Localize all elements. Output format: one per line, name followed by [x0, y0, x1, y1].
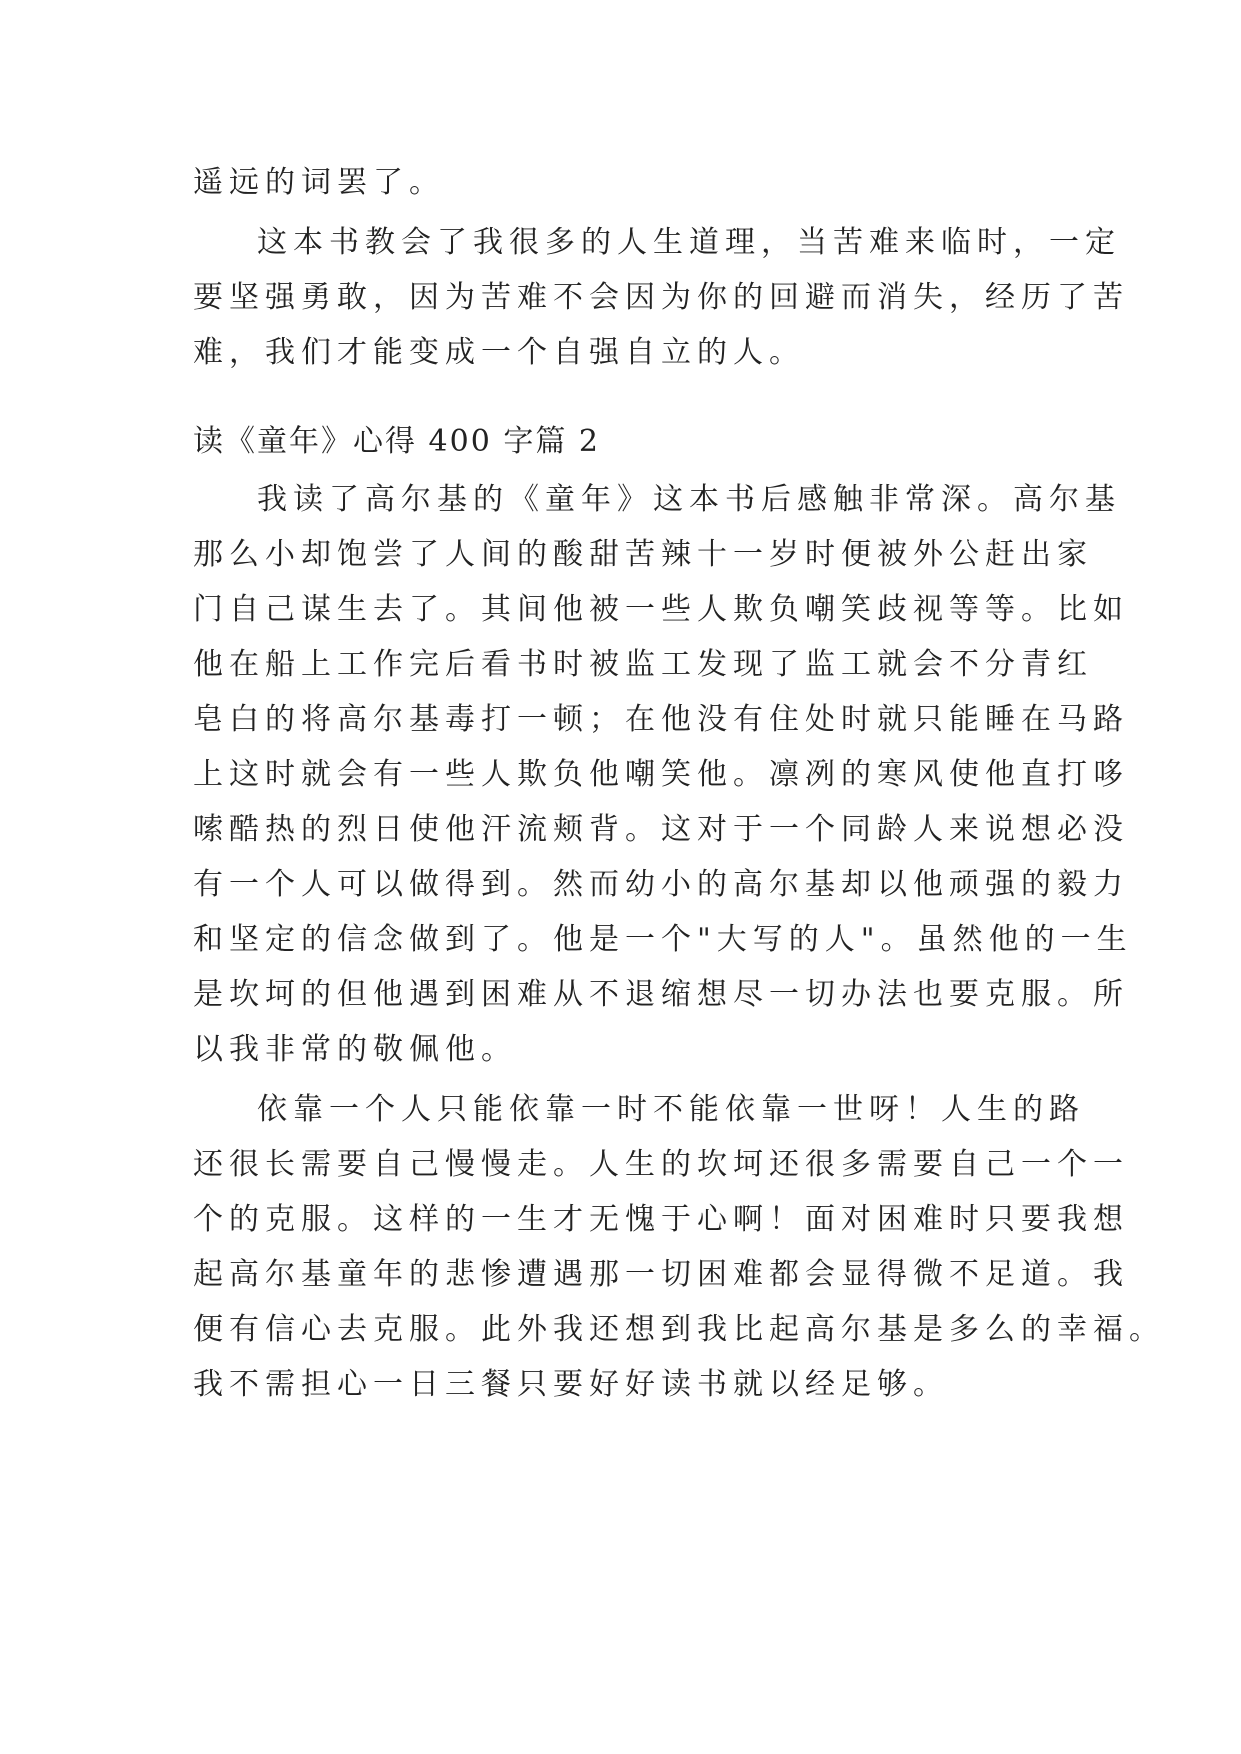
paragraph-line: 有一个人可以做得到。然而幼小的高尔基却以他顽强的毅力: [193, 867, 1129, 902]
section-heading: 读《童年》心得 400 字篇 2: [193, 424, 600, 459]
paragraph-line: 便有信心去克服。此外我还想到我比起高尔基是多么的幸福。: [193, 1312, 1165, 1347]
paragraph-line: 个的克服。这样的一生才无愧于心啊！面对困难时只要我想: [193, 1202, 1129, 1237]
paragraph-line: 还很长需要自己慢慢走。人生的坎坷还很多需要自己一个一: [193, 1147, 1129, 1182]
paragraph-line: 我读了高尔基的《童年》这本书后感触非常深。高尔基: [257, 482, 1121, 517]
paragraph-line: 和坚定的信念做到了。他是一个"大写的人"。虽然他的一生: [193, 922, 1133, 957]
paragraph-line: 这本书教会了我很多的人生道理，当苦难来临时，一定: [257, 225, 1121, 260]
paragraph-line: 嗦酷热的烈日使他汗流颊背。这对于一个同龄人来说想必没: [193, 812, 1129, 847]
paragraph-line: 门自己谋生去了。其间他被一些人欺负嘲笑歧视等等。比如: [193, 592, 1129, 627]
paragraph-line: 是坎坷的但他遇到困难从不退缩想尽一切办法也要克服。所: [193, 977, 1129, 1012]
paragraph-line: 皂白的将高尔基毒打一顿；在他没有住处时就只能睡在马路: [193, 702, 1129, 737]
paragraph-line: 遥远的词罢了。: [193, 165, 445, 200]
paragraph-line: 上这时就会有一些人欺负他嘲笑他。凛冽的寒风使他直打哆: [193, 757, 1129, 792]
paragraph-line: 那么小却饱尝了人间的酸甜苦辣十一岁时便被外公赶出家: [193, 537, 1093, 572]
paragraph-line: 他在船上工作完后看书时被监工发现了监工就会不分青红: [193, 647, 1093, 682]
paragraph-line: 依靠一个人只能依靠一时不能依靠一世呀！人生的路: [257, 1092, 1085, 1127]
paragraph-line: 要坚强勇敢，因为苦难不会因为你的回避而消失，经历了苦: [193, 280, 1129, 315]
paragraph-line: 以我非常的敬佩他。: [193, 1032, 517, 1067]
paragraph-line: 我不需担心一日三餐只要好好读书就以经足够。: [193, 1367, 949, 1402]
paragraph-line: 难，我们才能变成一个自强自立的人。: [193, 335, 805, 370]
paragraph-line: 起高尔基童年的悲惨遭遇那一切困难都会显得微不足道。我: [193, 1257, 1129, 1292]
